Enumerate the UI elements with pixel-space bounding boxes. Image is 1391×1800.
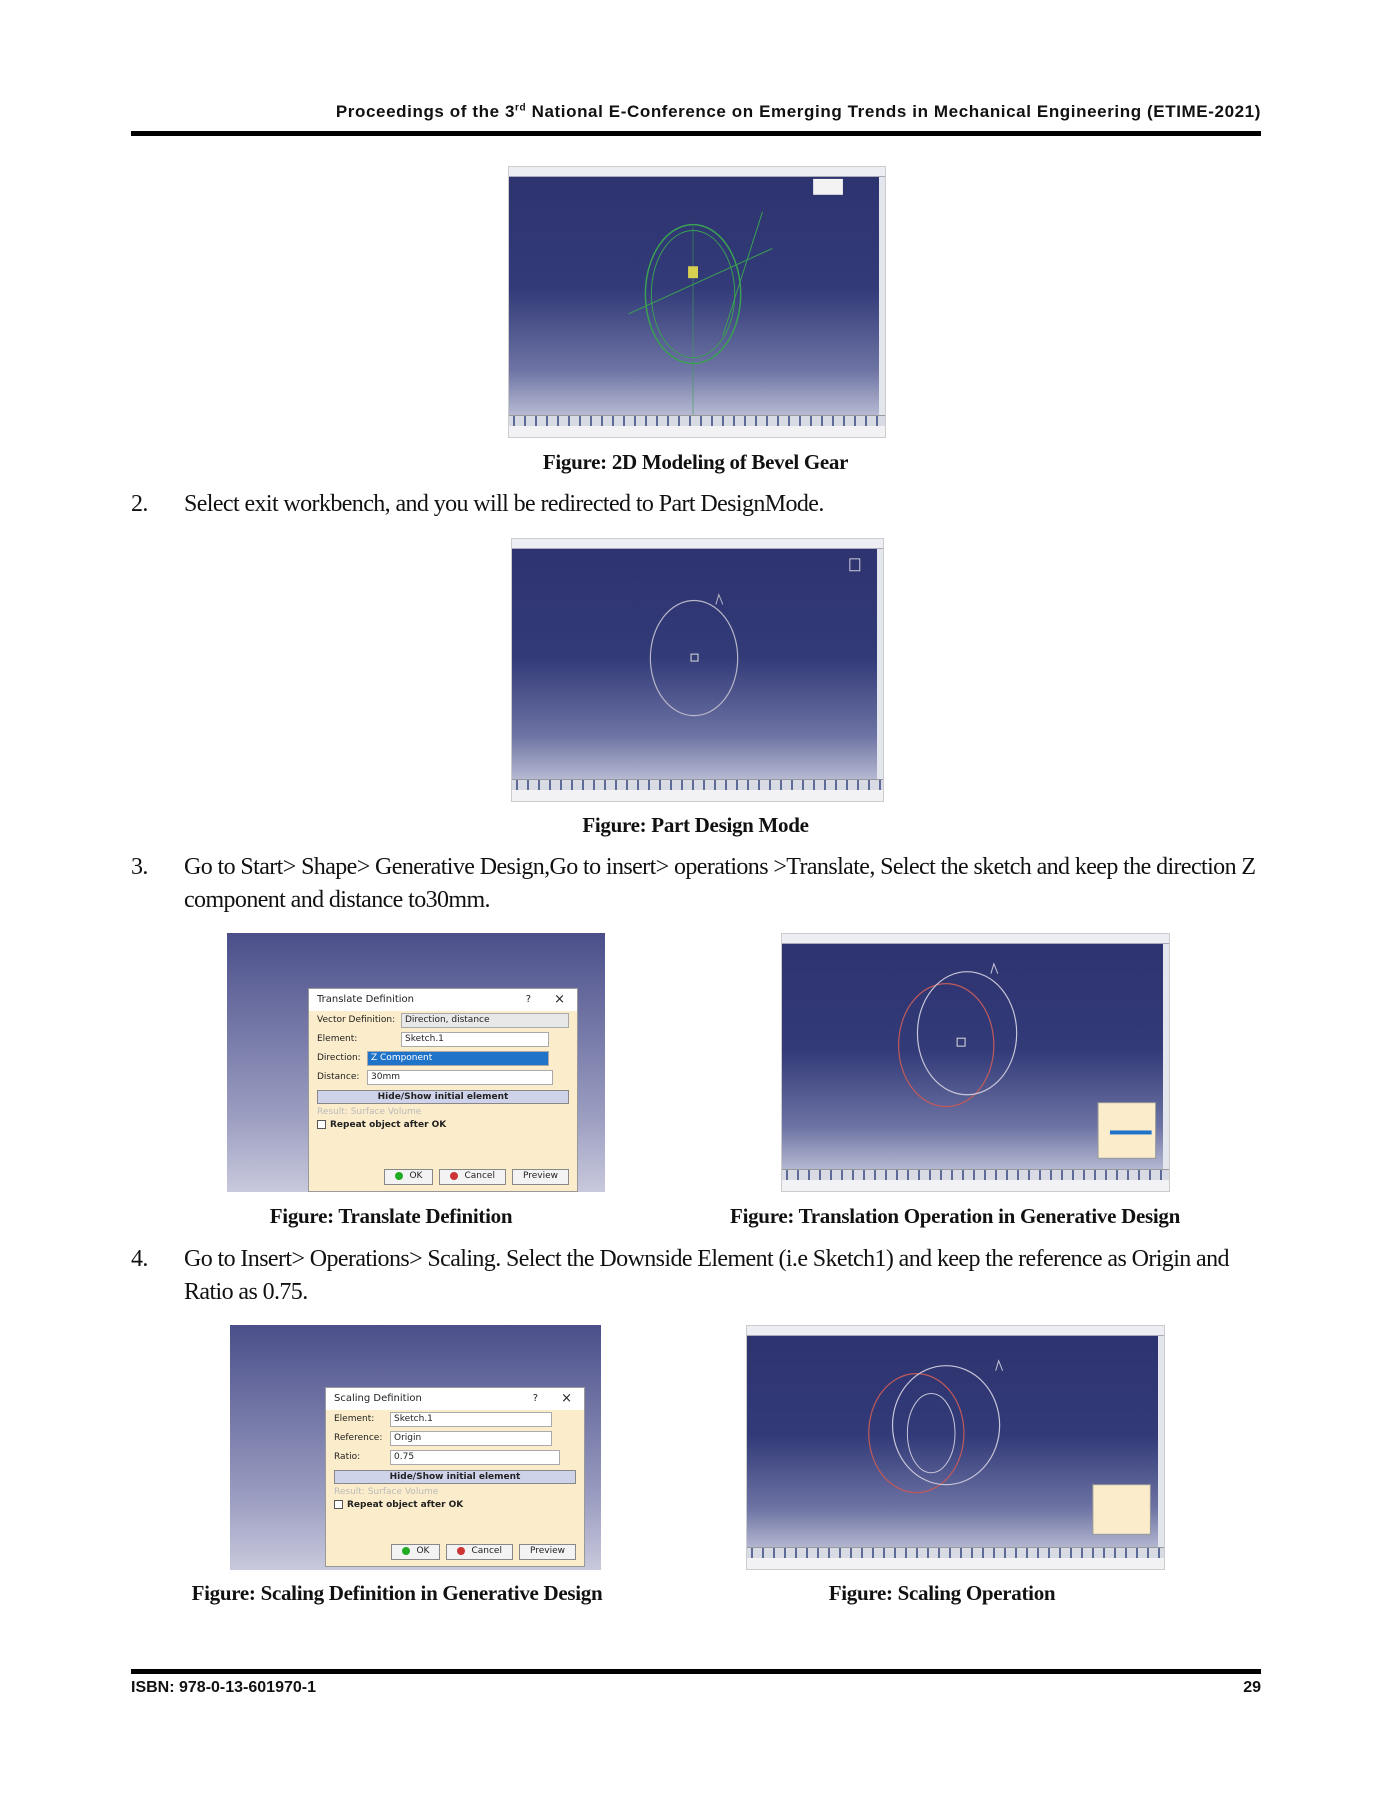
step-4: 4. Go to Insert> Operations> Scaling. Select the Downside Element (i.e Sketch1) and keep the reference as Origin and Ratio as 0.75. <box>131 1246 1229 1305</box>
figure-caption: Figure: Translate Definition <box>269 1204 513 1228</box>
step-3: 3. Go to Start> Shape> Generative Design,Go to insert> operations >Translate, Select the sketch and keep the direction Z component and distance to30mm. <box>131 854 1256 913</box>
figure-caption: Figure: Translation Operation in Generative Design <box>730 1204 1180 1228</box>
page-number: 29 <box>1243 1679 1261 1696</box>
figure-2d-bevel-gear-image <box>508 166 886 438</box>
gear-sketch <box>509 167 885 437</box>
figure-part-design-image <box>511 538 884 802</box>
footer-rule <box>131 1669 1261 1674</box>
figure-translate-definition-image <box>227 933 605 1192</box>
header-rule <box>131 131 1261 136</box>
figure-caption: Figure: 2D Modeling of Bevel Gear <box>542 450 849 474</box>
figure-caption: Figure: Part Design Mode <box>582 813 809 837</box>
running-header: Proceedings of the 3rd National E-Conference on Emerging Trends in Mechanical Engineering (ETIME-2021) <box>335 102 1261 121</box>
figure-scaling-operation-image <box>746 1325 1165 1570</box>
figure-scaling-definition-image <box>230 1325 601 1570</box>
figure-caption: Figure: Scaling Operation <box>828 1581 1056 1605</box>
translated-gear <box>782 934 1169 1191</box>
gear-outline <box>512 539 883 801</box>
figure-caption: Figure: Scaling Definition in Generative Design <box>191 1581 603 1605</box>
scaled-gear <box>747 1326 1164 1569</box>
step-2: 2. Select exit workbench, and you will be redirected to Part DesignMode. <box>131 491 824 517</box>
scaling-definition-dialog: Scaling Definition ? × Element: Sketch.1 Reference: Origin Ratio: 0.75 Hide/Show initial element Result: Surface Volume Repeat object after OK OK Cancel Preview <box>325 1387 585 1567</box>
translate-definition-dialog: Translate Definition ? × Vector Definition: Direction, distance Element: Sketch.1 Direction: Z Component Distance: 30mm Hide/Show initial element Result: Surface Volume Repeat object after OK OK Cancel Preview <box>308 988 578 1192</box>
isbn: ISBN: 978-0-13-601970-1 <box>131 1679 316 1696</box>
figure-translation-operation-image <box>781 933 1170 1192</box>
